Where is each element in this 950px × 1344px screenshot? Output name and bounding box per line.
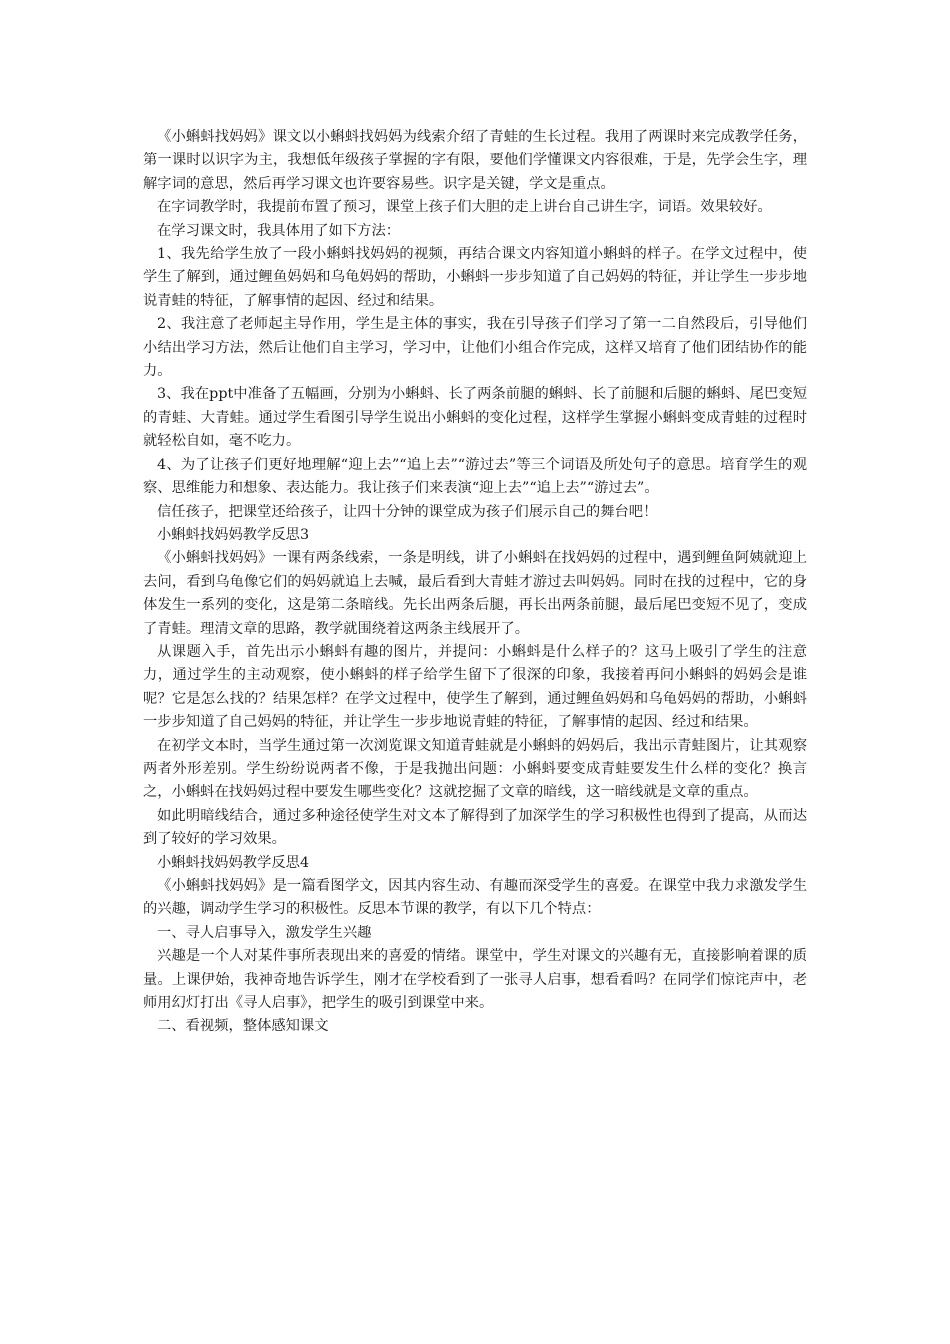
- paragraph-intro: 《小蝌蚪找妈妈》课文以小蝌蚪找妈妈为线索介绍了青蛙的生长过程。我用了两课时来完成教学任务，第一课时以识字为主，我想低年级孩子掌握的字有限，要他们学懂课文内容很难，于是，先学会生字，理解字词的意思，然后再学习课文也许要容易些。识字是关键，学文是重点。: [143, 129, 807, 192]
- paragraph-methods-lead: 在学习课文时，我具体用了如下方法：: [157, 222, 401, 239]
- paragraph-interest: 兴趣是一个人对某件事所表现出来的喜爱的情绪。课堂中，学生对课文的兴趣有无，直接影响着课的质量。上课伊始，我神奇地告诉学生，刚才在学校看到了一张寻人启事，想看看吗？在同学们惊诧声中，老师用幻灯打出《寻人启事》，把学生的吸引到课堂中来。: [143, 948, 807, 1012]
- subheading-watch-video: 二、看视频，整体感知课文: [157, 1018, 329, 1035]
- paragraph-two-clues: 《小蝌蚪找妈妈》一课有两条线索，一条是明线，讲了小蝌蚪在找妈妈的过程中，遇到鲤鱼阿姨就迎上去问，看到乌龟像它们的妈妈就追上去喊，最后看到大青蛙才游过去叫妈妈。同时在找的过程中，它的身体发生一系列的变化，这是第二条暗线。先长出两条后腿，再长出两条前腿，最后尾巴变短不见了，变成了青蛙。理清文章的思路，教学就围绕着这两条主线展开了。: [143, 550, 807, 637]
- paragraph-method-4: 4、为了让孩子们更好地理解“迎上去”“追上去”“游过去”等三个词语及所处句子的意思。培育学生的观察、思维能力和想象、表达能力。我让孩子们来表演“迎上去”“追上去”“游过去”。: [143, 456, 807, 497]
- paragraph-trust-children: 信任孩子，把课堂还给孩子，让四十分钟的课堂成为孩子们展示自己的舞台吧！: [157, 503, 658, 520]
- subheading-notice-intro: 一、寻人启事导入，激发学生兴趣: [157, 924, 372, 941]
- paragraph-method-1: 1、我先给学生放了一段小蝌蚪找妈妈的视频，再结合课文内容知道小蝌蚪的样子。在学文过程中，使学生了解到，通过鲤鱼妈妈和乌龟妈妈的帮助，小蝌蚪一步步知道了自己妈妈的特征，并让学生一步步地说青蛙的特征，了解事情的起因、经过和结果。: [143, 246, 807, 309]
- paragraph-method-2: 2、我注意了老师起主导作用，学生是主体的事实，我在引导孩子们学习了第一二自然段后，引导他们小结出学习方法，然后让他们自主学习，学习中，让他们小组合作完成，这样又培育了他们团结协作的能力。: [143, 316, 807, 380]
- section-heading-reflection-3: 小蝌蚪找妈妈教学反思3: [157, 526, 310, 543]
- paragraph-start-from-title: 从课题入手，首先出示小蝌蚪有趣的图片，并提问：小蝌蚪是什么样子的？这马上吸引了学生的注意力，通过学生的主动观察，使小蝌蚪的样子给学生留下了很深的印象，我接着再问小蝌蚪的妈妈会是谁呢？它是怎么找的？结果怎样？在学文过程中，使学生了解到，通过鲤鱼妈妈和乌龟妈妈的帮助，小蝌蚪一步步知道了自己妈妈的特征，并让学生一步步地说青蛙的特征，了解事情的起因、经过和结果。: [143, 643, 807, 731]
- paragraph-method-3: 3、我在ppt中准备了五幅画，分别为小蝌蚪、长了两条前腿的蝌蚪、长了前腿和后腿的蝌蚪、尾巴变短的青蛙、大青蛙。通过学生看图引导学生说出小蝌蚪的变化过程，这样学生掌握小蝌蚪变成青蛙的过程时就轻松自如，毫不吃力。: [143, 386, 807, 450]
- paragraph-combined-clues: 如此明暗线结合，通过多种途径使学生对文本了解得到了加深学生的学习积极性也得到了提高，从而达到了较好的学习效果。: [143, 807, 807, 848]
- document-body: [143, 126, 807, 1039]
- paragraph-picture-lesson: 《小蝌蚪找妈妈》是一篇看图学文，因其内容生动、有趣而深受学生的喜爱。在课堂中我力求激发学生的兴趣，调动学生学习的积极性。反思本节课的教学，有以下几个特点：: [143, 878, 807, 918]
- paragraph-first-reading: 在初学文本时，当学生通过第一次浏览课文知道青蛙就是小蝌蚪的妈妈后，我出示青蛙图片，让其观察两者外形差别。学生纷纷说两者不像，于是我抛出问题：小蝌蚪要变成青蛙要发生什么样的变化？换言之，小蝌蚪在找妈妈过程中要发生哪些变化？这就挖掘了文章的暗线，这一暗线就是文章的重点。: [143, 737, 807, 801]
- section-heading-reflection-4: 小蝌蚪找妈妈教学反思4: [157, 854, 310, 871]
- paragraph-word-teaching: 在字词教学时，我提前布置了预习，课堂上孩子们大胆的走上讲台自己讲生字，词语。效果较好。: [157, 199, 772, 216]
